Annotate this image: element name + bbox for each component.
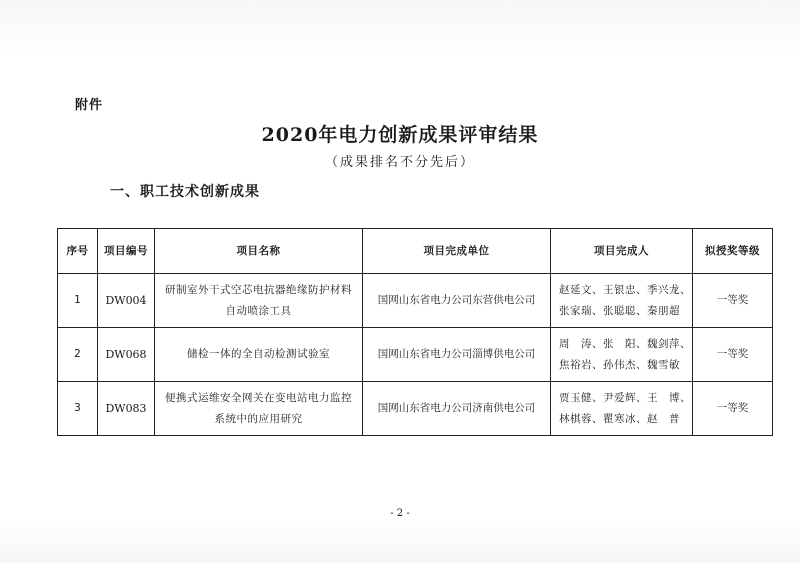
project-name-line: 研制室外干式空芯电抗器绝缘防护材料 bbox=[165, 283, 352, 296]
header-project-code: 项目编号 bbox=[98, 229, 155, 274]
page-number: - 2 - bbox=[390, 508, 410, 519]
header-completers: 项目完成人 bbox=[551, 229, 693, 274]
row-award-level: 一等奖 bbox=[693, 274, 773, 328]
document-subtitle: （成果排名不分先后） bbox=[324, 155, 475, 170]
completers-line: 赵延文、王银忠、季兴龙、 bbox=[559, 283, 691, 296]
table-row bbox=[58, 328, 773, 382]
project-name-line: 储检一体的全自动检测试验室 bbox=[187, 348, 330, 360]
attachment-label: 附件 bbox=[75, 98, 104, 113]
row-completers bbox=[551, 328, 693, 382]
row-project-code: DW083 bbox=[98, 382, 155, 436]
table-row bbox=[58, 382, 773, 436]
document-title: 2020年电力创新成果评审结果 bbox=[261, 124, 539, 146]
completers-line: 张家瑞、张聪聪、秦朋超 bbox=[559, 304, 680, 317]
row-project-code: DW068 bbox=[98, 328, 155, 382]
table-row bbox=[58, 274, 773, 328]
row-project-code: DW004 bbox=[98, 274, 155, 328]
row-completers bbox=[551, 274, 693, 328]
row-completers bbox=[551, 382, 693, 436]
row-completing-unit: 国网山东省电力公司东营供电公司 bbox=[363, 274, 551, 328]
row-project-name bbox=[155, 274, 363, 328]
project-name-line: 便携式运维安全网关在变电站电力监控 bbox=[165, 391, 352, 404]
row-award-level: 一等奖 bbox=[693, 328, 773, 382]
header-completing-unit: 项目完成单位 bbox=[363, 229, 551, 274]
row-award-level: 一等奖 bbox=[693, 382, 773, 436]
row-index: 2 bbox=[58, 328, 98, 382]
row-completing-unit: 国网山东省电力公司淄博供电公司 bbox=[363, 328, 551, 382]
completers-line: 贾玉健、尹爱辉、王 博、 bbox=[559, 391, 691, 404]
row-project-name bbox=[155, 328, 363, 382]
header-project-name: 项目名称 bbox=[155, 229, 363, 274]
row-index: 1 bbox=[58, 274, 98, 328]
header-index: 序号 bbox=[58, 229, 98, 274]
table-header-row bbox=[58, 229, 773, 274]
row-project-name bbox=[155, 382, 363, 436]
project-name-line: 自动喷涂工具 bbox=[225, 304, 292, 317]
header-award-level: 拟授奖等级 bbox=[693, 229, 773, 274]
section-heading: 一、职工技术创新成果 bbox=[110, 184, 260, 200]
project-name-line: 系统中的应用研究 bbox=[214, 412, 303, 425]
completers-line: 林棋蓉、瞿寒冰、赵 普 bbox=[559, 412, 680, 425]
completers-line: 周 涛、张 阳、魏剑萍、 bbox=[559, 337, 691, 350]
row-index: 3 bbox=[58, 382, 98, 436]
results-table bbox=[57, 228, 773, 436]
completers-line: 焦裕岩、孙伟杰、魏雪敏 bbox=[559, 358, 680, 371]
row-completing-unit: 国网山东省电力公司济南供电公司 bbox=[363, 382, 551, 436]
